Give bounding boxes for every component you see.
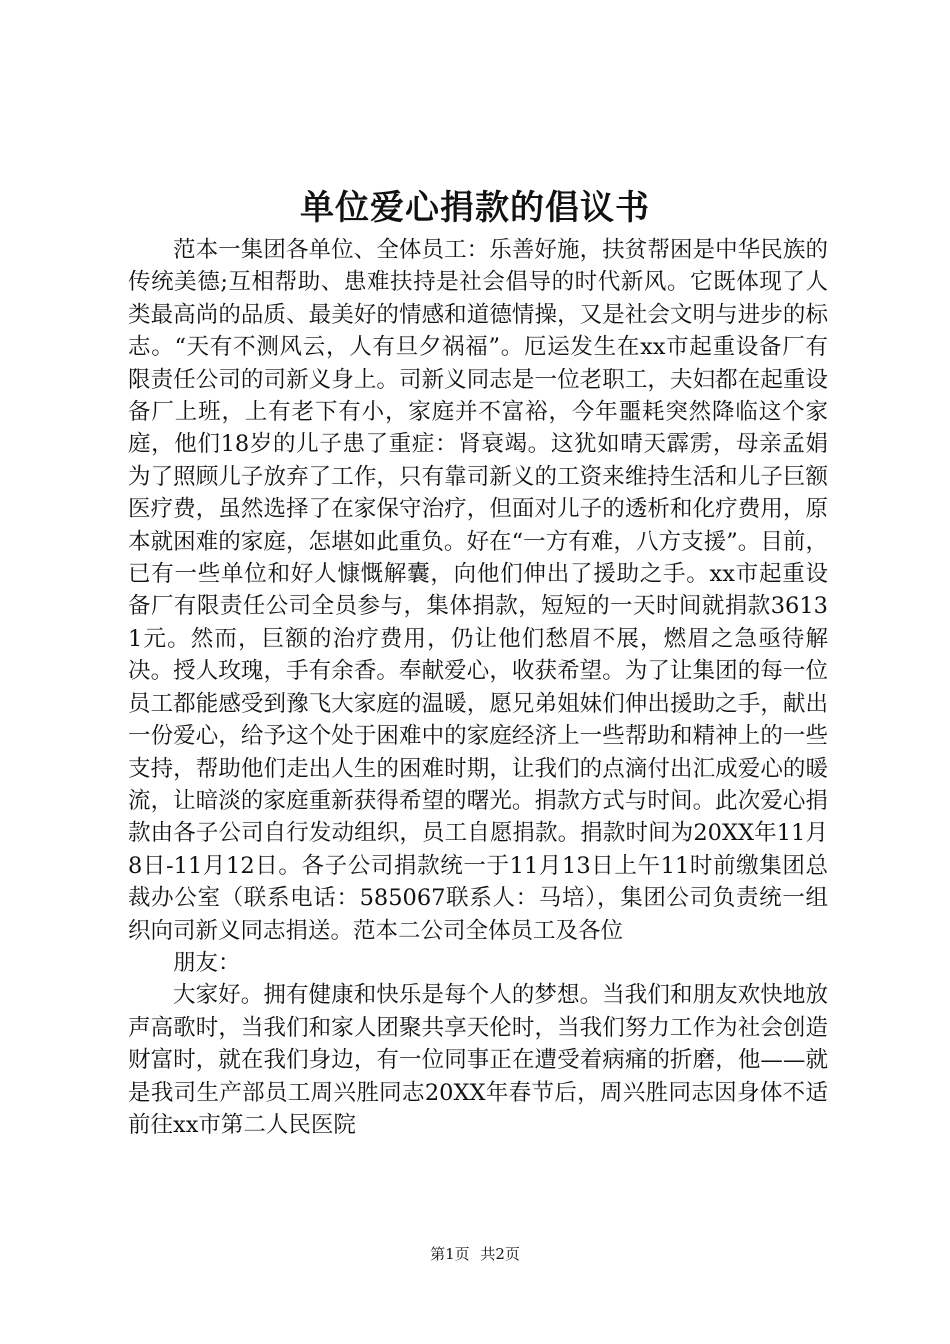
page-total: 共2页 [480,1245,520,1263]
document-body [128,234,828,1141]
document-title: 单位爱心捐款的倡议书 [300,188,650,228]
page-footer [0,1244,950,1264]
paragraph-3: 大家好。拥有健康和快乐是每个人的梦想。当我们和朋友欢快地放声高歌时，当我们和家人团聚共享天伦时，当我们努力工作为社会创造财富时，就在我们身边，有一位同事正在遭受着病痛的折磨，他——就是我司生产部员工周兴胜同志20XX年春节后，周兴胜同志因身体不适前往xx市第二人民医院 [128,982,828,1138]
page-number: 第1页 [430,1245,470,1263]
paragraph-2: 朋友： [173,949,241,976]
paragraph-1: 范本一集团各单位、全体员工：乐善好施，扶贫帮困是中华民族的传统美德;互相帮助、患难扶持是社会倡导的时代新风。它既体现了人类最高尚的品质、最美好的情感和道德情操，又是社会文明与进步的标志。“天有不测风云，人有旦夕祸福”。厄运发生在xx市起重设备厂有限责任公司的司新义身上。司新义同志是一位老职工，夫妇都在起重设备厂上班，上有老下有小，家庭并不富裕，今年噩耗突然降临这个家庭，他们18岁的儿子患了重症：肾衰竭。这犹如晴天霹雳，母亲孟娟为了照顾儿子放弃了工作，只有靠司新义的工资来维持生活和儿子巨额医疗费，虽然选择了在家保守治疗，但面对儿子的透析和化疗费用，原本就困难的家庭，怎堪如此重负。好在“一方有难，八方支援”。目前，已有一些单位和好人慷慨解囊，向他们伸出了援助之手。xx市起重设备厂有限责任公司全员参与，集体捐款，短短的一天时间就捐款36131元。然而，巨额的治疗费用，仍让他们愁眉不展，燃眉之急亟待解决。授人玫瑰，手有余香。奉献爱心，收获希望。为了让集团的每一位员工都能感受到豫飞大家庭的温暖，愿兄弟姐妹们伸出援助之手，献出一份爱心，给予这个处于困难中的家庭经济上一些帮助和精神上的一些支持，帮助他们走出人生的困难时期，让我们的点滴付出汇成爱心的暖流，让暗淡的家庭重新获得希望的曙光。捐款方式与时间。此次爱心捐款由各子公司自行发动组织，员工自愿捐款。捐款时间为20XX年11月8日-11月12日。各子公司捐款统一于11月13日上午11时前缴集团总裁办公室（联系电话：585067联系人：马培），集团公司负责统一组织向司新义同志捐送。范本二公司全体员工及各位 [128,237,828,944]
